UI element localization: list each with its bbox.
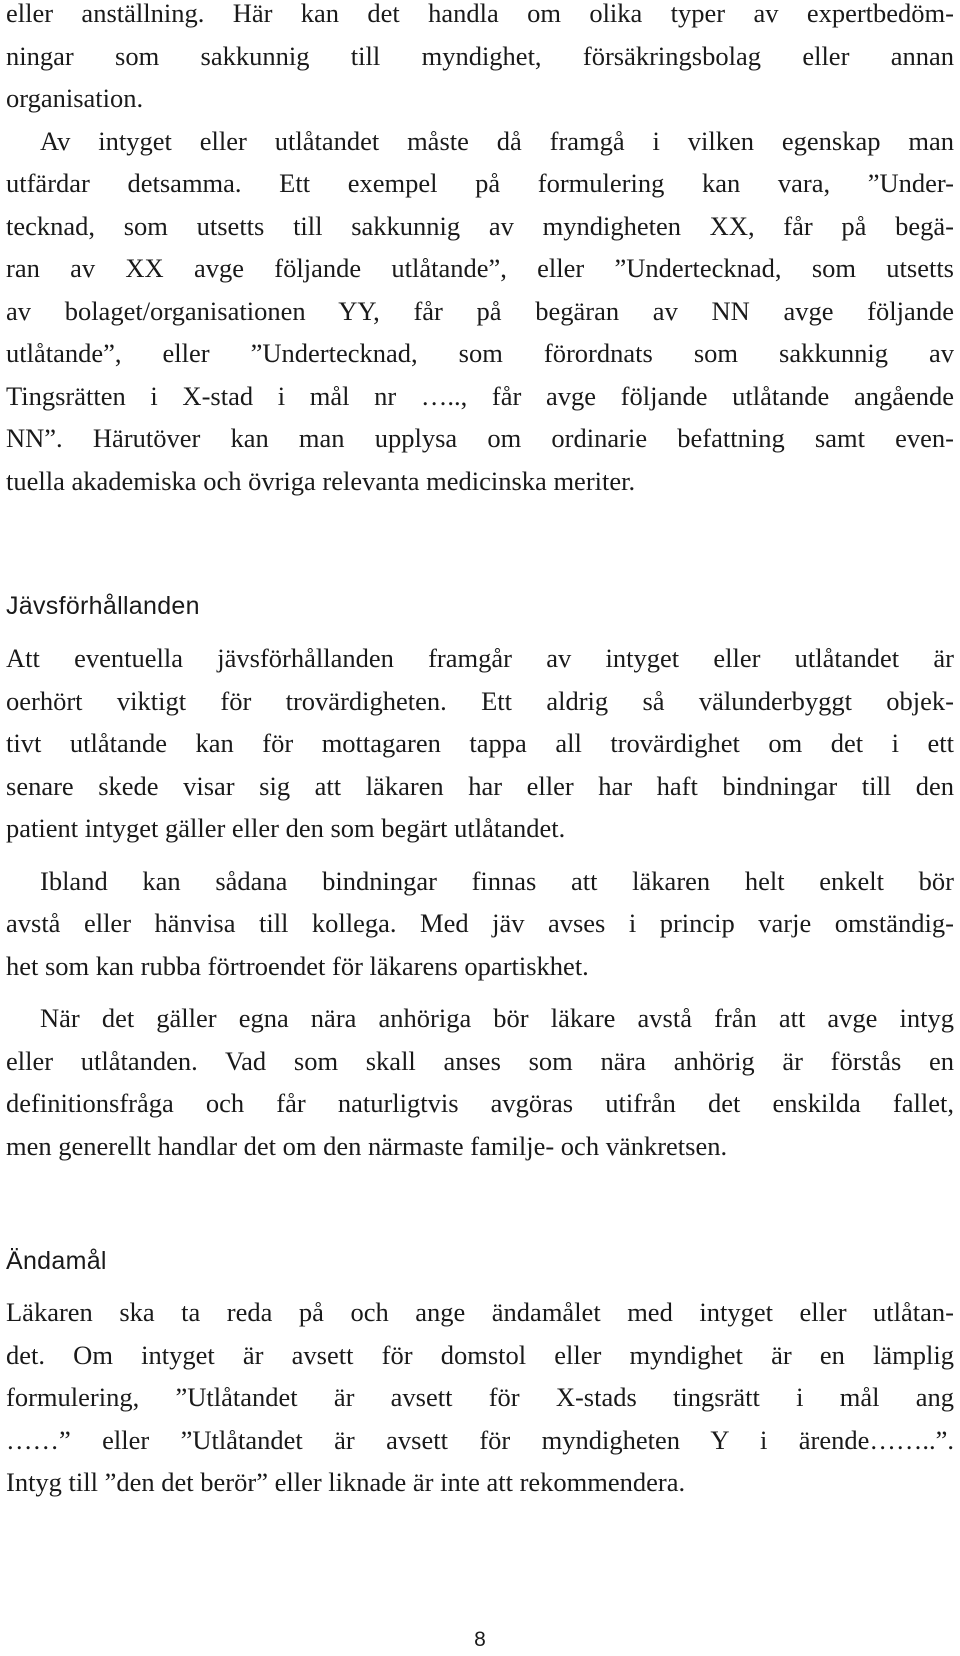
text-line: ……” eller ”Utlåtandet är avsett för myndigheten Y i ärende……..”. [6, 1424, 954, 1455]
text-line: organisation. [6, 83, 144, 113]
text-line: utlåtande”, eller ”Undertecknad, som förordnats som sakkunnig av [6, 338, 954, 368]
text-line: det. Om intyget är avsett för domstol eller myndighet är en lämplig [6, 1339, 954, 1370]
text-line: men generellt handlar det om den närmaste familje- och vänkretsen. [6, 1130, 728, 1161]
text-line: Av intyget eller utlåtandet måste då framgå i vilken egenskap man [40, 125, 954, 156]
text-line: ran av XX avge följande utlåtande”, eller ”Undertecknad, som utsetts [6, 253, 954, 283]
text-line: patient intyget gäller eller den som begärt utlåtandet. [6, 813, 566, 843]
text-line: definitionsfråga och får naturligtvis avgöras utifrån det enskilda fallet, [6, 1088, 954, 1118]
text-line: senare skede visar sig att läkaren har eller har haft bindningar till den [6, 770, 954, 801]
text-line: tivt utlåtande kan för mottagaren tappa all trovärdighet om det i ett [6, 728, 954, 758]
text-line: oerhört viktigt för trovärdigheten. Ett aldrig så välunderbyggt objek- [6, 685, 954, 716]
page-number: 8 [474, 1628, 486, 1651]
text-line: eller utlåtanden. Vad som skall anses som nära anhörig är förstås en [6, 1045, 954, 1076]
text-line: Att eventuella jävsförhållanden framgår av intyget eller utlåtandet är [6, 643, 954, 673]
text-line: av bolaget/organisationen YY, får på begäran av NN avge följande [6, 295, 954, 326]
body-text-top [6, 0, 954, 502]
text-line: avstå eller hänvisa till kollega. Med jäv avses i princip varje omständig- [6, 908, 954, 938]
text-line: eller anställning. Här kan det handla om olika typer av expertbedöm- [6, 0, 954, 28]
text-line: När det gäller egna nära anhöriga bör läkare avstå från att avge intyg [40, 1003, 954, 1033]
text-line: Intyg till ”den det berör” eller liknade är inte att rekommendera. [6, 1467, 686, 1497]
text-line: Tingsrätten i X-stad i mål nr ….., får avge följande utlåtande angående [6, 380, 954, 411]
text-line: het som kan rubba förtroendet för läkarens opartiskhet. [6, 950, 589, 981]
text-line: Läkaren ska ta reda på och ange ändamålet med intyget eller utlåtan- [6, 1297, 954, 1327]
text-line: tecknad, som utsetts till sakkunnig av myndigheten XX, får på begä- [6, 210, 954, 241]
text-line: Ibland kan sådana bindningar finnas att läkaren helt enkelt bör [40, 865, 954, 896]
text-line: utfärdar detsamma. Ett exempel på formulering kan vara, ”Under- [6, 168, 954, 198]
section-heading-andamal: Ändamål [6, 1247, 107, 1275]
body-text-middle [6, 637, 954, 1167]
text-line: NN”. Härutöver kan man upplysa om ordinarie befattning samt even- [6, 423, 954, 453]
text-line: ningar som sakkunnig till myndighet, försäkringsbolag eller annan [6, 40, 954, 71]
text-line: tuella akademiska och övriga relevanta medicinska meriter. [6, 465, 636, 496]
text-line: formulering, ”Utlåtandet är avsett för X-stads tingsrätt i mål ang [6, 1382, 954, 1412]
section-heading-javsforhallanden: Jävsförhållanden [6, 592, 200, 620]
body-text-bottom [6, 1291, 954, 1504]
